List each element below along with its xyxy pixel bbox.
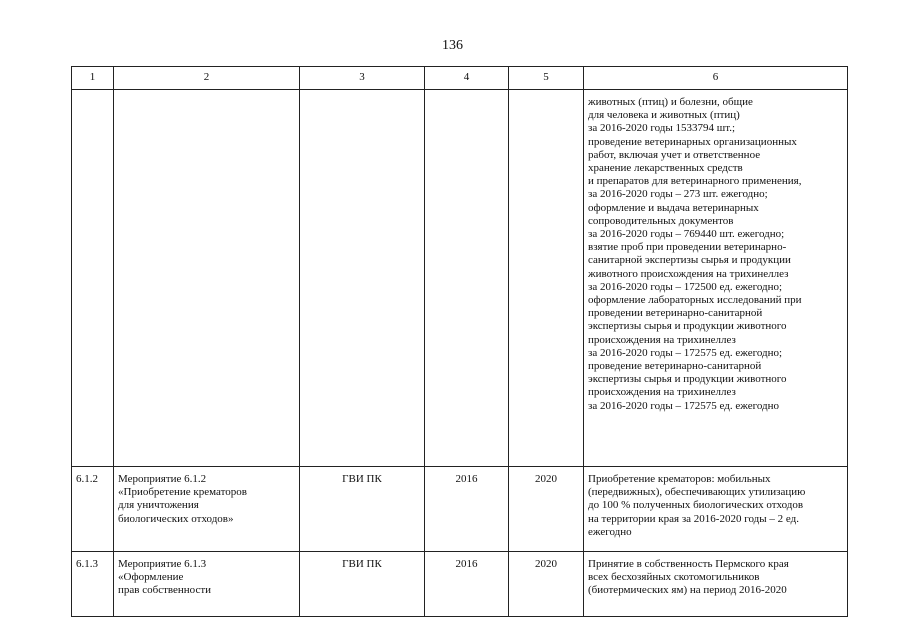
start-year: 2016: [425, 467, 509, 552]
start-year: 2016: [425, 552, 509, 617]
cont-cell-result: [584, 90, 848, 467]
table-row-6-1-3: [72, 552, 848, 617]
result-line: ежегодно: [588, 525, 632, 538]
header-col-6: 6: [584, 67, 848, 90]
measure-name: [114, 467, 300, 552]
result-line: на территории края за 2016-2020 годы – 2 ед.: [588, 512, 799, 525]
cont-line: проведении ветеринарно-санитарной: [588, 307, 763, 320]
cont-cell-end: [509, 90, 584, 467]
cont-cell-start: [425, 90, 509, 467]
executor: ГВИ ПК: [300, 467, 425, 552]
cont-line: за 2016-2020 годы – 172575 ед. ежегодно: [588, 399, 780, 412]
cont-line: взятие проб при проведении ветеринарно-: [588, 241, 787, 254]
cont-line: животных (птиц) и болезни, общие: [588, 96, 753, 108]
result-line: всех бесхозяйных скотомогильников: [588, 571, 760, 584]
cont-line: работ, включая учет и ответственное: [588, 148, 761, 161]
measure-name: [114, 552, 300, 617]
header-col-4: 4: [425, 67, 509, 90]
cont-line: проведение ветеринарно-санитарной: [588, 360, 762, 373]
page-number: 136: [442, 38, 463, 53]
expected-result: [584, 552, 848, 617]
cont-line: за 2016-2020 годы – 172500 ед. ежегодно;: [588, 280, 783, 293]
cont-line: хранение лекарственных средств: [588, 162, 743, 175]
cont-line: за 2016-2020 годы – 273 шт. ежегодно;: [588, 188, 768, 201]
row-number: 6.1.3: [72, 552, 114, 617]
table-row-continuation: [72, 90, 848, 467]
cont-line: оформление и выдача ветеринарных: [588, 201, 759, 214]
end-year: 2020: [509, 467, 584, 552]
measure-name-line: прав собственности: [118, 584, 212, 597]
cont-line: санитарной экспертизы сырья и продукции: [588, 254, 791, 267]
cont-line: за 2016-2020 годы – 172575 ед. ежегодно;: [588, 346, 783, 359]
end-year: 2020: [509, 552, 584, 617]
measure-name-line: «Приобретение крематоров: [118, 486, 247, 499]
measure-name-line: для уничтожения: [118, 499, 199, 512]
cont-line: происхождения на трихинеллез: [588, 386, 736, 399]
cont-cell-name: [114, 90, 300, 467]
result-line: Приобретение крематоров: мобильных: [588, 473, 771, 485]
cont-line: сопроводительных документов: [588, 214, 734, 227]
expected-result: [584, 467, 848, 552]
header-col-1: 1: [72, 67, 114, 90]
result-line: до 100 % полученных биологических отходов: [588, 499, 804, 512]
cont-line: проведение ветеринарных организационных: [588, 135, 797, 148]
header-col-3: 3: [300, 67, 425, 90]
result-line: Принятие в собственность Пермского края: [588, 558, 789, 570]
row-number: 6.1.2: [72, 467, 114, 552]
cont-cell-executor: [300, 90, 425, 467]
measure-name-line: Мероприятие 6.1.2: [118, 473, 207, 485]
table-header-row: [72, 67, 848, 90]
header-col-5: 5: [509, 67, 584, 90]
measure-name-line: Мероприятие 6.1.3: [118, 558, 207, 570]
table-row-6-1-2: [72, 467, 848, 552]
measure-name-line: биологических отходов»: [118, 512, 234, 525]
measures-table: [71, 66, 848, 617]
result-line: (передвижных), обеспечивающих утилизацию: [588, 486, 806, 499]
measure-name-line: «Оформление: [118, 571, 184, 584]
cont-line: для человека и животных (птиц): [588, 109, 740, 122]
cont-line: за 2016-2020 годы – 769440 шт. ежегодно;: [588, 228, 785, 241]
cont-line: животного происхождения на трихинеллез: [588, 267, 789, 280]
cont-line: экспертизы сырья и продукции животного: [588, 373, 787, 386]
cont-line: оформление лабораторных исследований при: [588, 294, 802, 307]
header-col-2: 2: [114, 67, 300, 90]
cont-line: и препаратов для ветеринарного применения,: [588, 175, 802, 188]
cont-cell-num: [72, 90, 114, 467]
cont-line: происхождения на трихинеллез: [588, 333, 736, 346]
result-line: (биотермических ям) на период 2016-2020: [588, 584, 787, 597]
cont-line: экспертизы сырья и продукции животного: [588, 320, 787, 333]
executor: ГВИ ПК: [300, 552, 425, 617]
cont-line: за 2016-2020 годы 1533794 шт.;: [588, 122, 736, 135]
